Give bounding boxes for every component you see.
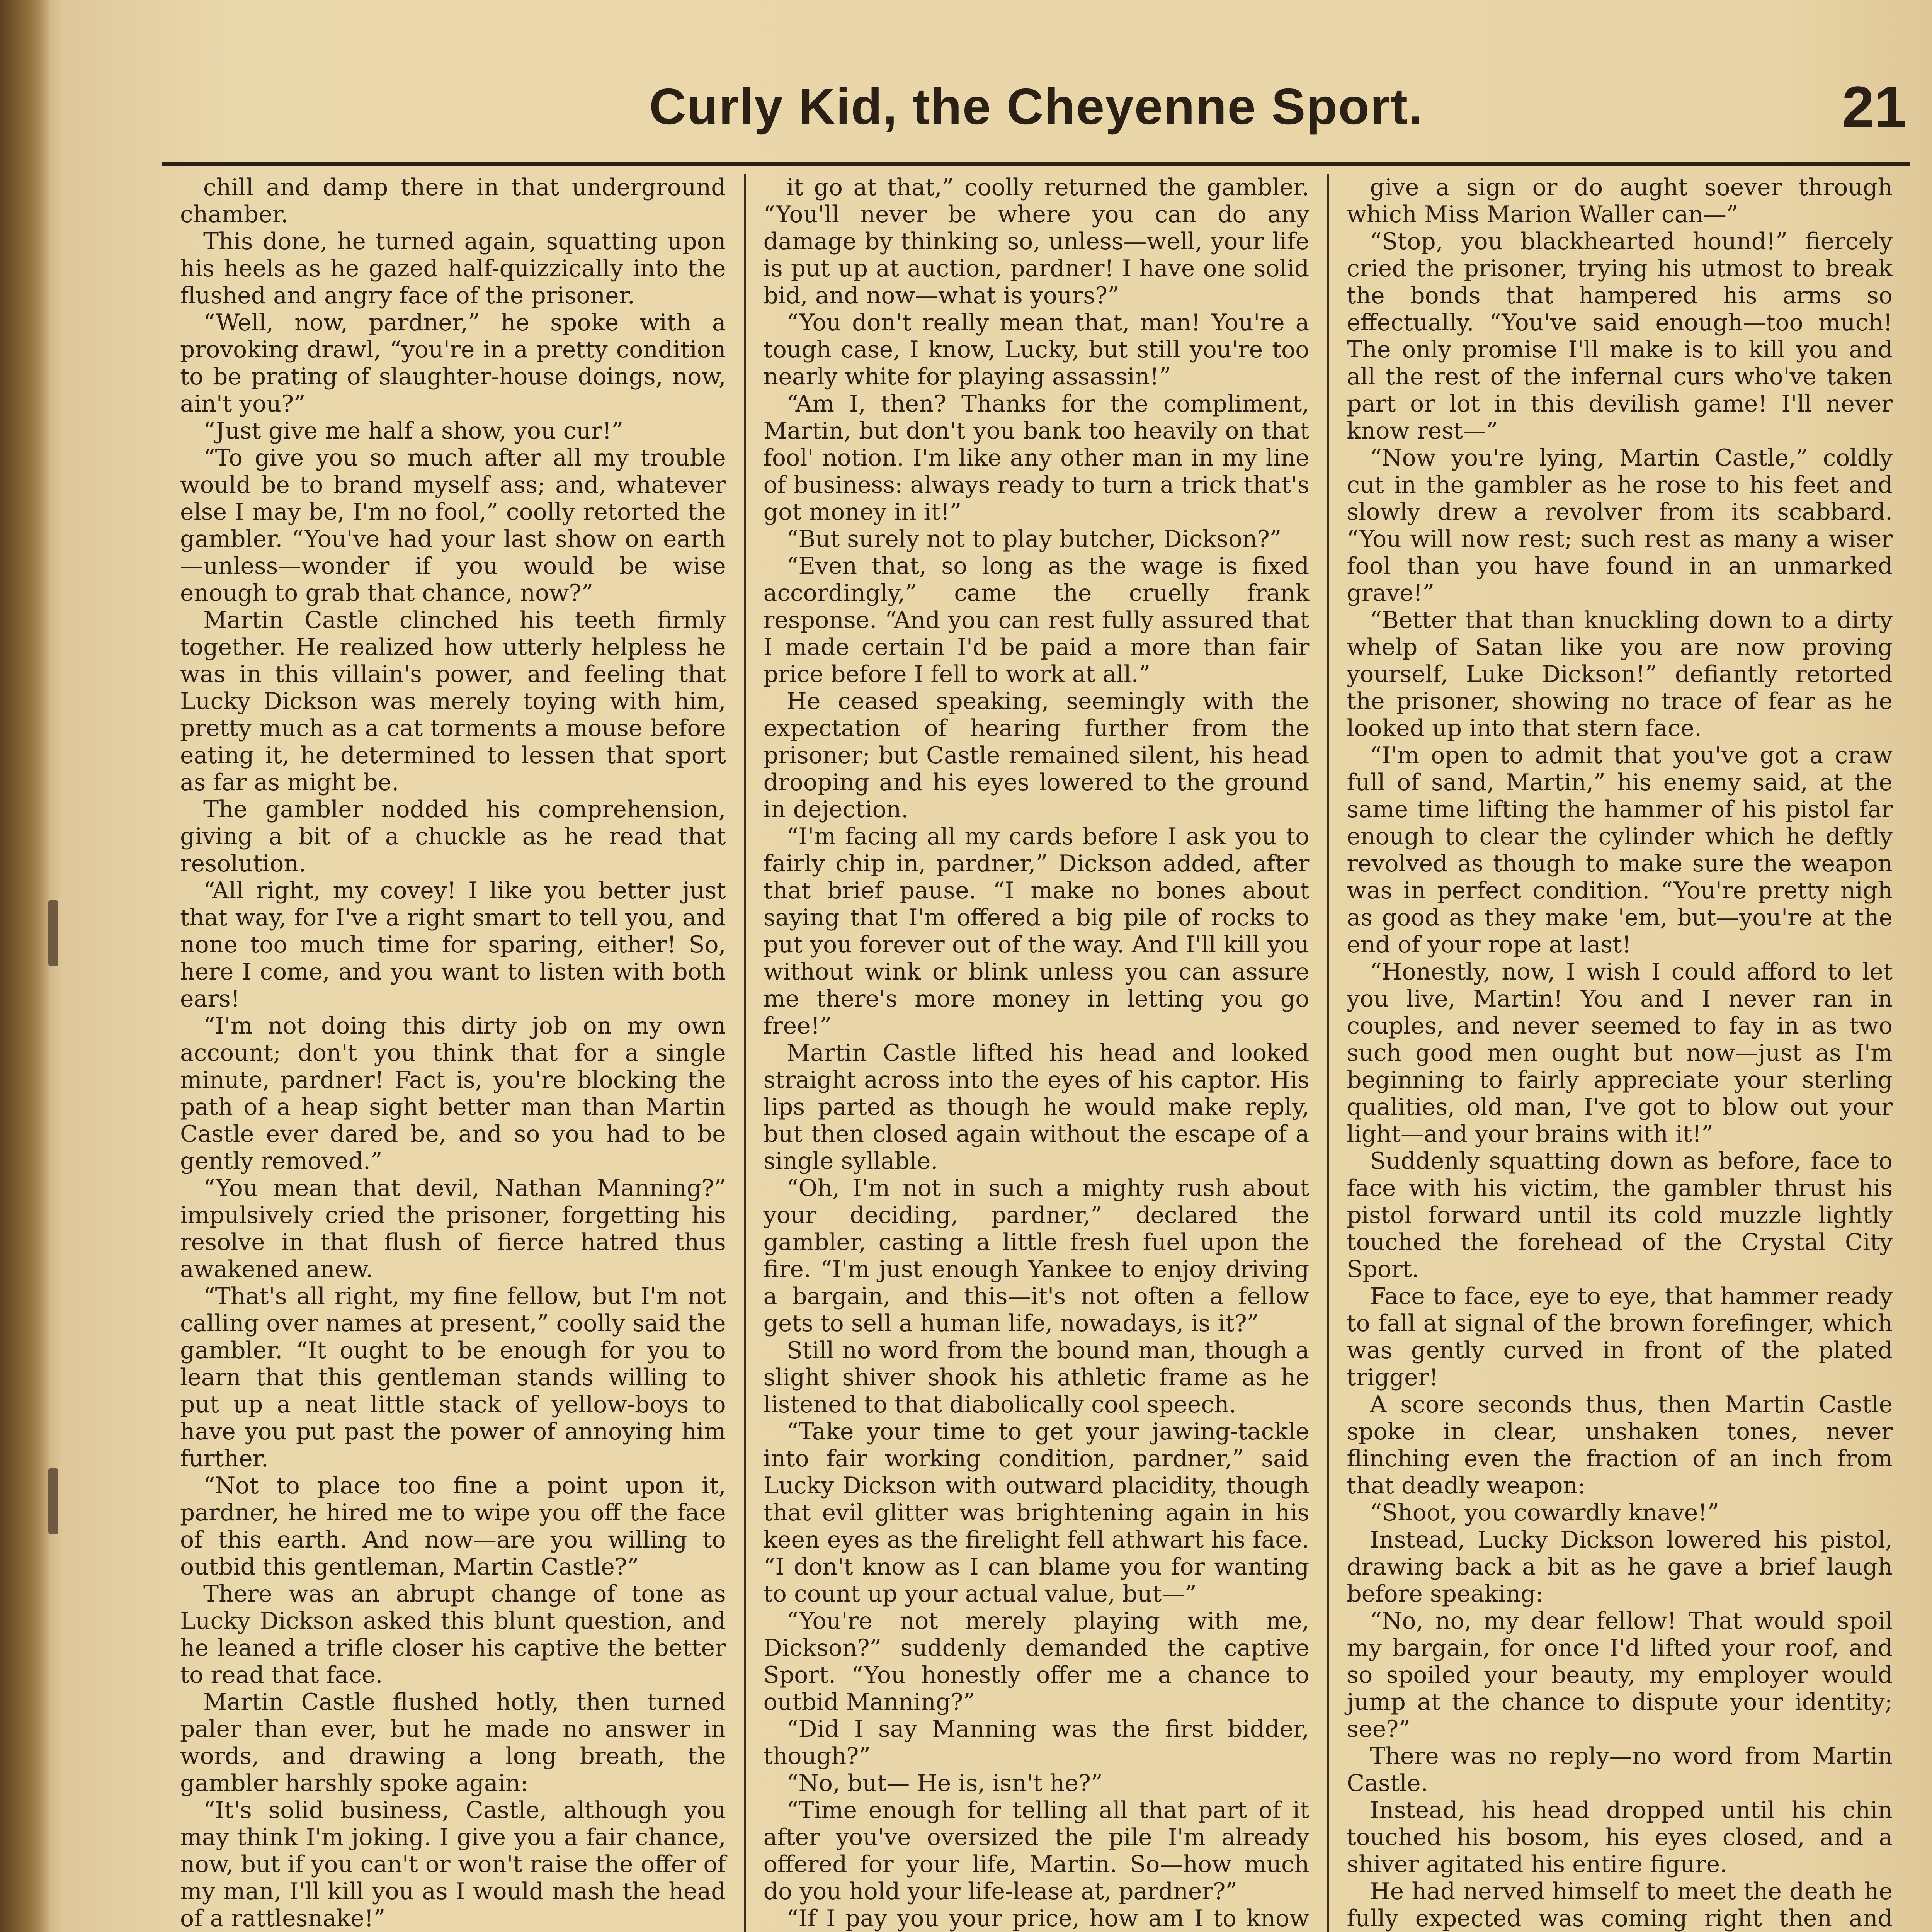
paragraph: Martin Castle lifted his head and looked straight across into the eyes of his captor. His lips parted as though he would make reply, but then closed again without the escape of a single syllable. — [763, 1039, 1310, 1175]
paragraph: He ceased speaking, seemingly with the expectation of hearing further from the prisoner; but Castle remained silent, his head drooping and his eyes lowered to the ground in dejection. — [763, 688, 1310, 823]
paragraph: Instead, his head dropped until his chin touched his bosom, his eyes closed, and a shiver agitated his entire figure. — [1347, 1797, 1893, 1878]
staple-mark — [48, 1468, 58, 1534]
paragraph: “Not to place too fine a point upon it, pardner, he hired me to wipe you off the face of this earth. And now—are you willing to outbid this gentleman, Martin Castle?” — [180, 1472, 726, 1580]
paragraph: Suddenly squatting down as before, face to face with his victim, the gambler thrust his pistol forward until its cold muzzle lightly touched the forehead of the Crystal City Sport. — [1347, 1148, 1893, 1283]
paragraph: “Even that, so long as the wage is fixed accordingly,” came the cruelly frank response. “And you can rest fully assured that I made certain I'd be paid a more than fair price before I fell to work at all.” — [763, 553, 1310, 688]
paragraph: There was an abrupt change of tone as Lucky Dickson asked this blunt question, and he leaned a trifle closer his captive the better to read that face. — [180, 1580, 726, 1689]
paragraph: “Did I say Manning was the first bidder, though?” — [763, 1716, 1310, 1770]
paragraph: Still no word from the bound man, though a slight shiver shook his athletic frame as he listened to that diabolically cool speech. — [763, 1337, 1310, 1418]
paragraph: “You don't really mean that, man! You're a tough case, I know, Lucky, but still you're too nearly white for playing assassin!” — [763, 309, 1310, 390]
paragraph: “It's solid business, Castle, although you may think I'm joking. I give you a fair chance, now, but if you can't or won't raise the offer of my man, I'll kill you as I would mash the head of a rattlesnake!” — [180, 1797, 726, 1932]
paragraph: “You mean that devil, Nathan Manning?” impulsively cried the prisoner, forgetting his resolve in that flush of fierce hatred thus awakened anew. — [180, 1175, 726, 1283]
paragraph: “Well, now, pardner,” he spoke with a provoking drawl, “you're in a pretty condition to be prating of slaughter-house doings, now, ain't you?” — [180, 309, 726, 417]
paragraph: “No, but— He is, isn't he?” — [786, 1770, 1103, 1797]
paragraph: “If I pay you your price, how am I to know — [786, 1905, 1310, 1932]
paragraph: “Take your time to get your jawing-tackle into fair working condition, pardner,” said Lucky Dickson with outward placidity, though that evil glitter was brightening again in his keen eyes as the firelight fell athwart his face. “I don't know as I can blame you for wanting to count up your actual value, but—” — [763, 1418, 1310, 1607]
staple-mark — [48, 900, 58, 966]
text-column-1 — [162, 174, 744, 1932]
paragraph: Instead, Lucky Dickson lowered his pistol, drawing back a bit as he gave a brief laugh before speaking: — [1347, 1526, 1893, 1607]
paragraph: “I'm facing all my cards before I ask you to fairly chip in, pardner,” Dickson added, after that brief pause. “I make no bones about saying that I'm offered a big pile of rocks to put you forever out of the way. And I'll kill you without wink or blink unless you can assure me there's more money in letting you go free!” — [763, 823, 1310, 1039]
running-title: Curly Kid, the Cheyenne Sport. — [649, 78, 1423, 135]
paragraph: “I'm not doing this dirty job on my own account; don't you think that for a single minute, pardner! Fact is, you're blocking the path of a heap sight better man than Martin Castle ever dared be, and so you had to be gently removed.” — [180, 1012, 726, 1175]
paragraph: Martin Castle clinched his teeth firmly together. He realized how utterly helpless he was in this villain's power, and feeling that Lucky Dickson was merely toying with him, pretty much as a cat torments a mouse before eating it, he determined to lessen that sport as far as might be. — [180, 607, 726, 796]
paragraph: “Now you're lying, Martin Castle,” coldly cut in the gambler as he rose to his feet and slowly drew a revolver from its scabbard. “You will now rest; such rest as many a wiser fool than you have found in an unmarked grave!” — [1347, 444, 1893, 607]
paragraph: give a sign or do aught soever through which Miss Marion Waller can—” — [1347, 174, 1893, 228]
paragraph: Martin Castle flushed hotly, then turned paler than ever, but he made no answer in words, and drawing a long breath, the gambler harshly spoke again: — [180, 1689, 726, 1797]
paragraph: “Time enough for telling all that part of it after you've oversized the pile I'm already offered for your life, Martin. So—how much do you hold your life-lease at, pardner?” — [763, 1797, 1310, 1905]
paragraph: “Honestly, now, I wish I could afford to let you live, Martin! You and I never ran in couples, and never seemed to fay in as two such good men ought but now—just as I'm beginning to fairly appreciate your sterling qualities, old man, I've got to blow out your light—and your brains with it!” — [1347, 958, 1893, 1148]
paragraph: “But surely not to play butcher, Dickson?” — [786, 526, 1282, 553]
paragraph: He had nerved himself to meet the death he fully expected was coming right then and — [1347, 1878, 1893, 1932]
text-columns — [162, 174, 1910, 1932]
paragraph: “That's all right, my fine fellow, but I'm not calling over names at present,” coolly said the gambler. “It ought to be enough for you to learn that this gentleman stands willing to put up a neat little stack of yellow-boys to have you put past the power of annoying him further. — [180, 1283, 726, 1472]
paragraph: Face to face, eye to eye, that hammer ready to fall at signal of the brown forefinger, which was gently curved in front of the plated trigger! — [1347, 1283, 1893, 1391]
paragraph: “I'm open to admit that you've got a craw full of sand, Martin,” his enemy said, at the same time lifting the hammer of his pistol far enough to clear the cylinder which he deftly revolved as though to make sure the weapon was in perfect condition. “You're pretty nigh as good as they make 'em, but—you're at the end of your rope at last! — [1347, 742, 1893, 958]
binding-edge — [0, 0, 50, 1932]
paragraph: “Am I, then? Thanks for the compliment, Martin, but don't you bank too heavily on that fool' notion. I'm like any other man in my line of business: always ready to turn a trick that's got money in it!” — [763, 390, 1310, 526]
paragraph: “To give you so much after all my trouble would be to brand myself ass; and, whatever else I may be, I'm no fool,” coolly retorted the gambler. “You've had your last show on earth—unless—wonder if you would be wise enough to grab that chance, now?” — [180, 444, 726, 607]
paragraph: “You're not merely playing with me, Dickson?” suddenly demanded the captive Sport. “You honestly offer me a chance to outbid Manning?” — [763, 1607, 1310, 1716]
paragraph: it go at that,” coolly returned the gambler. “You'll never be where you can do any damage by thinking so, unless—well, your life is put up at auction, pardner! I have one solid bid, and now—what is yours?” — [763, 174, 1310, 309]
paragraph: “Better that than knuckling down to a dirty whelp of Satan like you are now proving yourself, Luke Dickson!” defiantly retorted the prisoner, showing no trace of fear as he looked up into that stern face. — [1347, 607, 1893, 742]
text-column-2 — [744, 174, 1327, 1932]
text-column-3 — [1327, 174, 1910, 1932]
paragraph: “Oh, I'm not in such a mighty rush about your deciding, pardner,” declared the gambler, casting a little fresh fuel upon the fire. “I'm just enough Yankee to enjoy driving a bargain, and this—it's not often a fellow gets to sell a human life, nowadays, is it?” — [763, 1175, 1310, 1337]
paragraph: “No, no, my dear fellow! That would spoil my bargain, for once I'd lifted your roof, and so spoiled your beauty, my employer would jump at the chance to dispute your identity; see?” — [1347, 1607, 1893, 1743]
paragraph: “All right, my covey! I like you better just that way, for I've a right smart to tell you, and none too much time for sparing, either! So, here I come, and you want to listen with both ears! — [180, 877, 726, 1012]
paragraph: “Shoot, you cowardly knave!” — [1370, 1499, 1719, 1526]
paragraph: There was no reply—no word from Martin Castle. — [1347, 1743, 1893, 1797]
paragraph: “Stop, you blackhearted hound!” fiercely cried the prisoner, trying his utmost to break the bonds that hampered his arms so effectually. “You've said enough—too much! The only promise I'll make is to kill you and all the rest of the infernal curs who've taken part or lot in this devilish game! I'll never know rest—” — [1347, 228, 1893, 444]
paragraph: This done, he turned again, squatting upon his heels as he gazed half-quizzically into the flushed and angry face of the prisoner. — [180, 228, 726, 309]
page-number: 21 — [1842, 74, 1906, 139]
paragraph: A score seconds thus, then Martin Castle spoke in clear, unshaken tones, never flinching even the fraction of an inch from that deadly weapon: — [1347, 1391, 1893, 1499]
page-header — [162, 62, 1910, 166]
paragraph: “Just give me half a show, you cur!” — [203, 417, 624, 444]
paragraph: The gambler nodded his comprehension, giving a bit of a chuckle as he read that resolution. — [180, 796, 726, 877]
paragraph: chill and damp there in that underground chamber. — [180, 174, 726, 228]
